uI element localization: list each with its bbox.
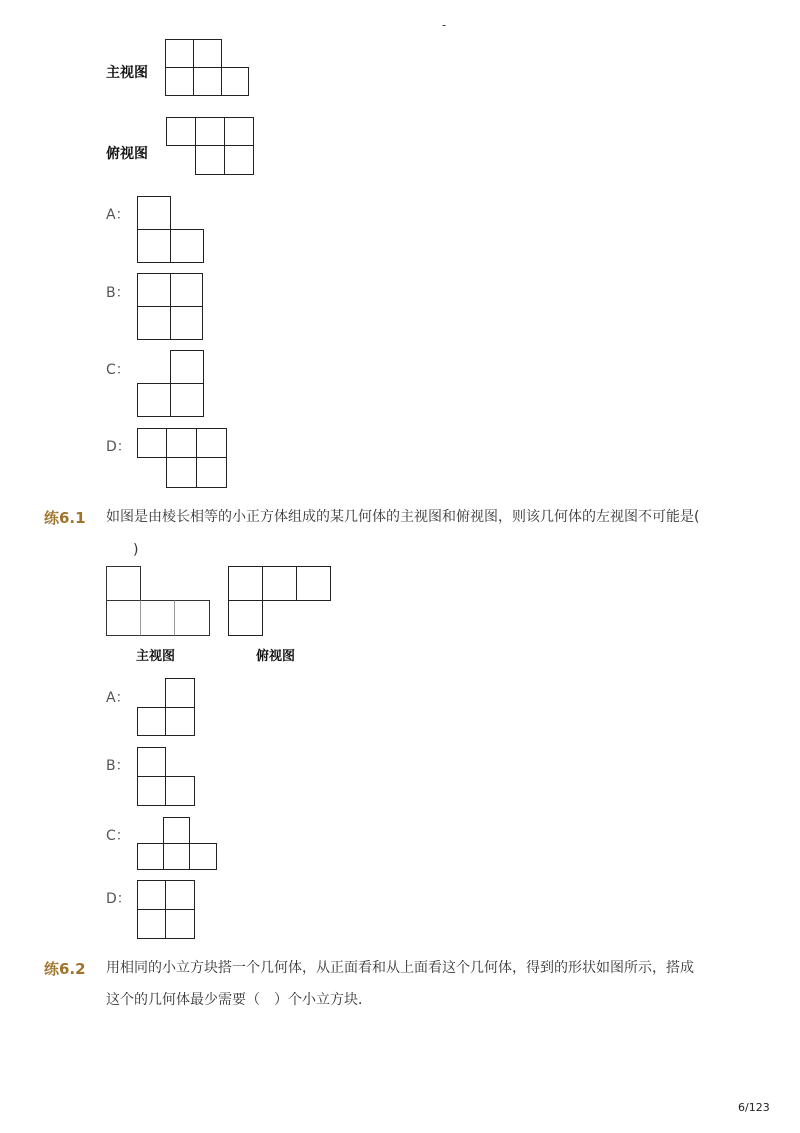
option-b-label[interactable]: B： [106, 285, 130, 301]
exercise-6-1-option-d-label[interactable]: D： [106, 891, 131, 907]
exercise-6-2-label: 练6.2 [44, 960, 86, 978]
exercise-6-1-top-view-label: 俯视图 [256, 649, 296, 664]
page-number: 6/123 [738, 1101, 770, 1114]
exercise-6-1-option-a-label[interactable]: A： [106, 690, 130, 706]
exercise-6-1-front-view-label: 主视图 [136, 649, 176, 664]
exercise-6-1-question-line2: ) [133, 542, 139, 558]
exercise-6-1-question-line1: 如图是由棱长相等的小正方体组成的某几何体的主视图和俯视图，则该几何体的左视图不可能是( [106, 509, 700, 525]
top-view-label: 俯视图 [106, 146, 148, 162]
option-c-label[interactable]: C： [106, 362, 130, 378]
exercise-6-1-option-c-label[interactable]: C： [106, 828, 130, 844]
exercise-6-2-question-line2: 这个的几何体最少需要（ ）个小立方块． [106, 992, 372, 1008]
exercise-6-1-option-b-label[interactable]: B： [106, 758, 130, 774]
front-view-label: 主视图 [106, 65, 148, 81]
exercise-6-1-label: 练6.1 [44, 509, 86, 527]
option-d-label[interactable]: D： [106, 439, 131, 455]
exercise-6-2-question-line1: 用相同的小立方块搭一个几何体，从正面看和从上面看这个几何体，得到的形状如图所示，搭成 [106, 960, 694, 976]
option-a-label[interactable]: A： [106, 207, 130, 223]
header-mark: - [442, 18, 447, 32]
